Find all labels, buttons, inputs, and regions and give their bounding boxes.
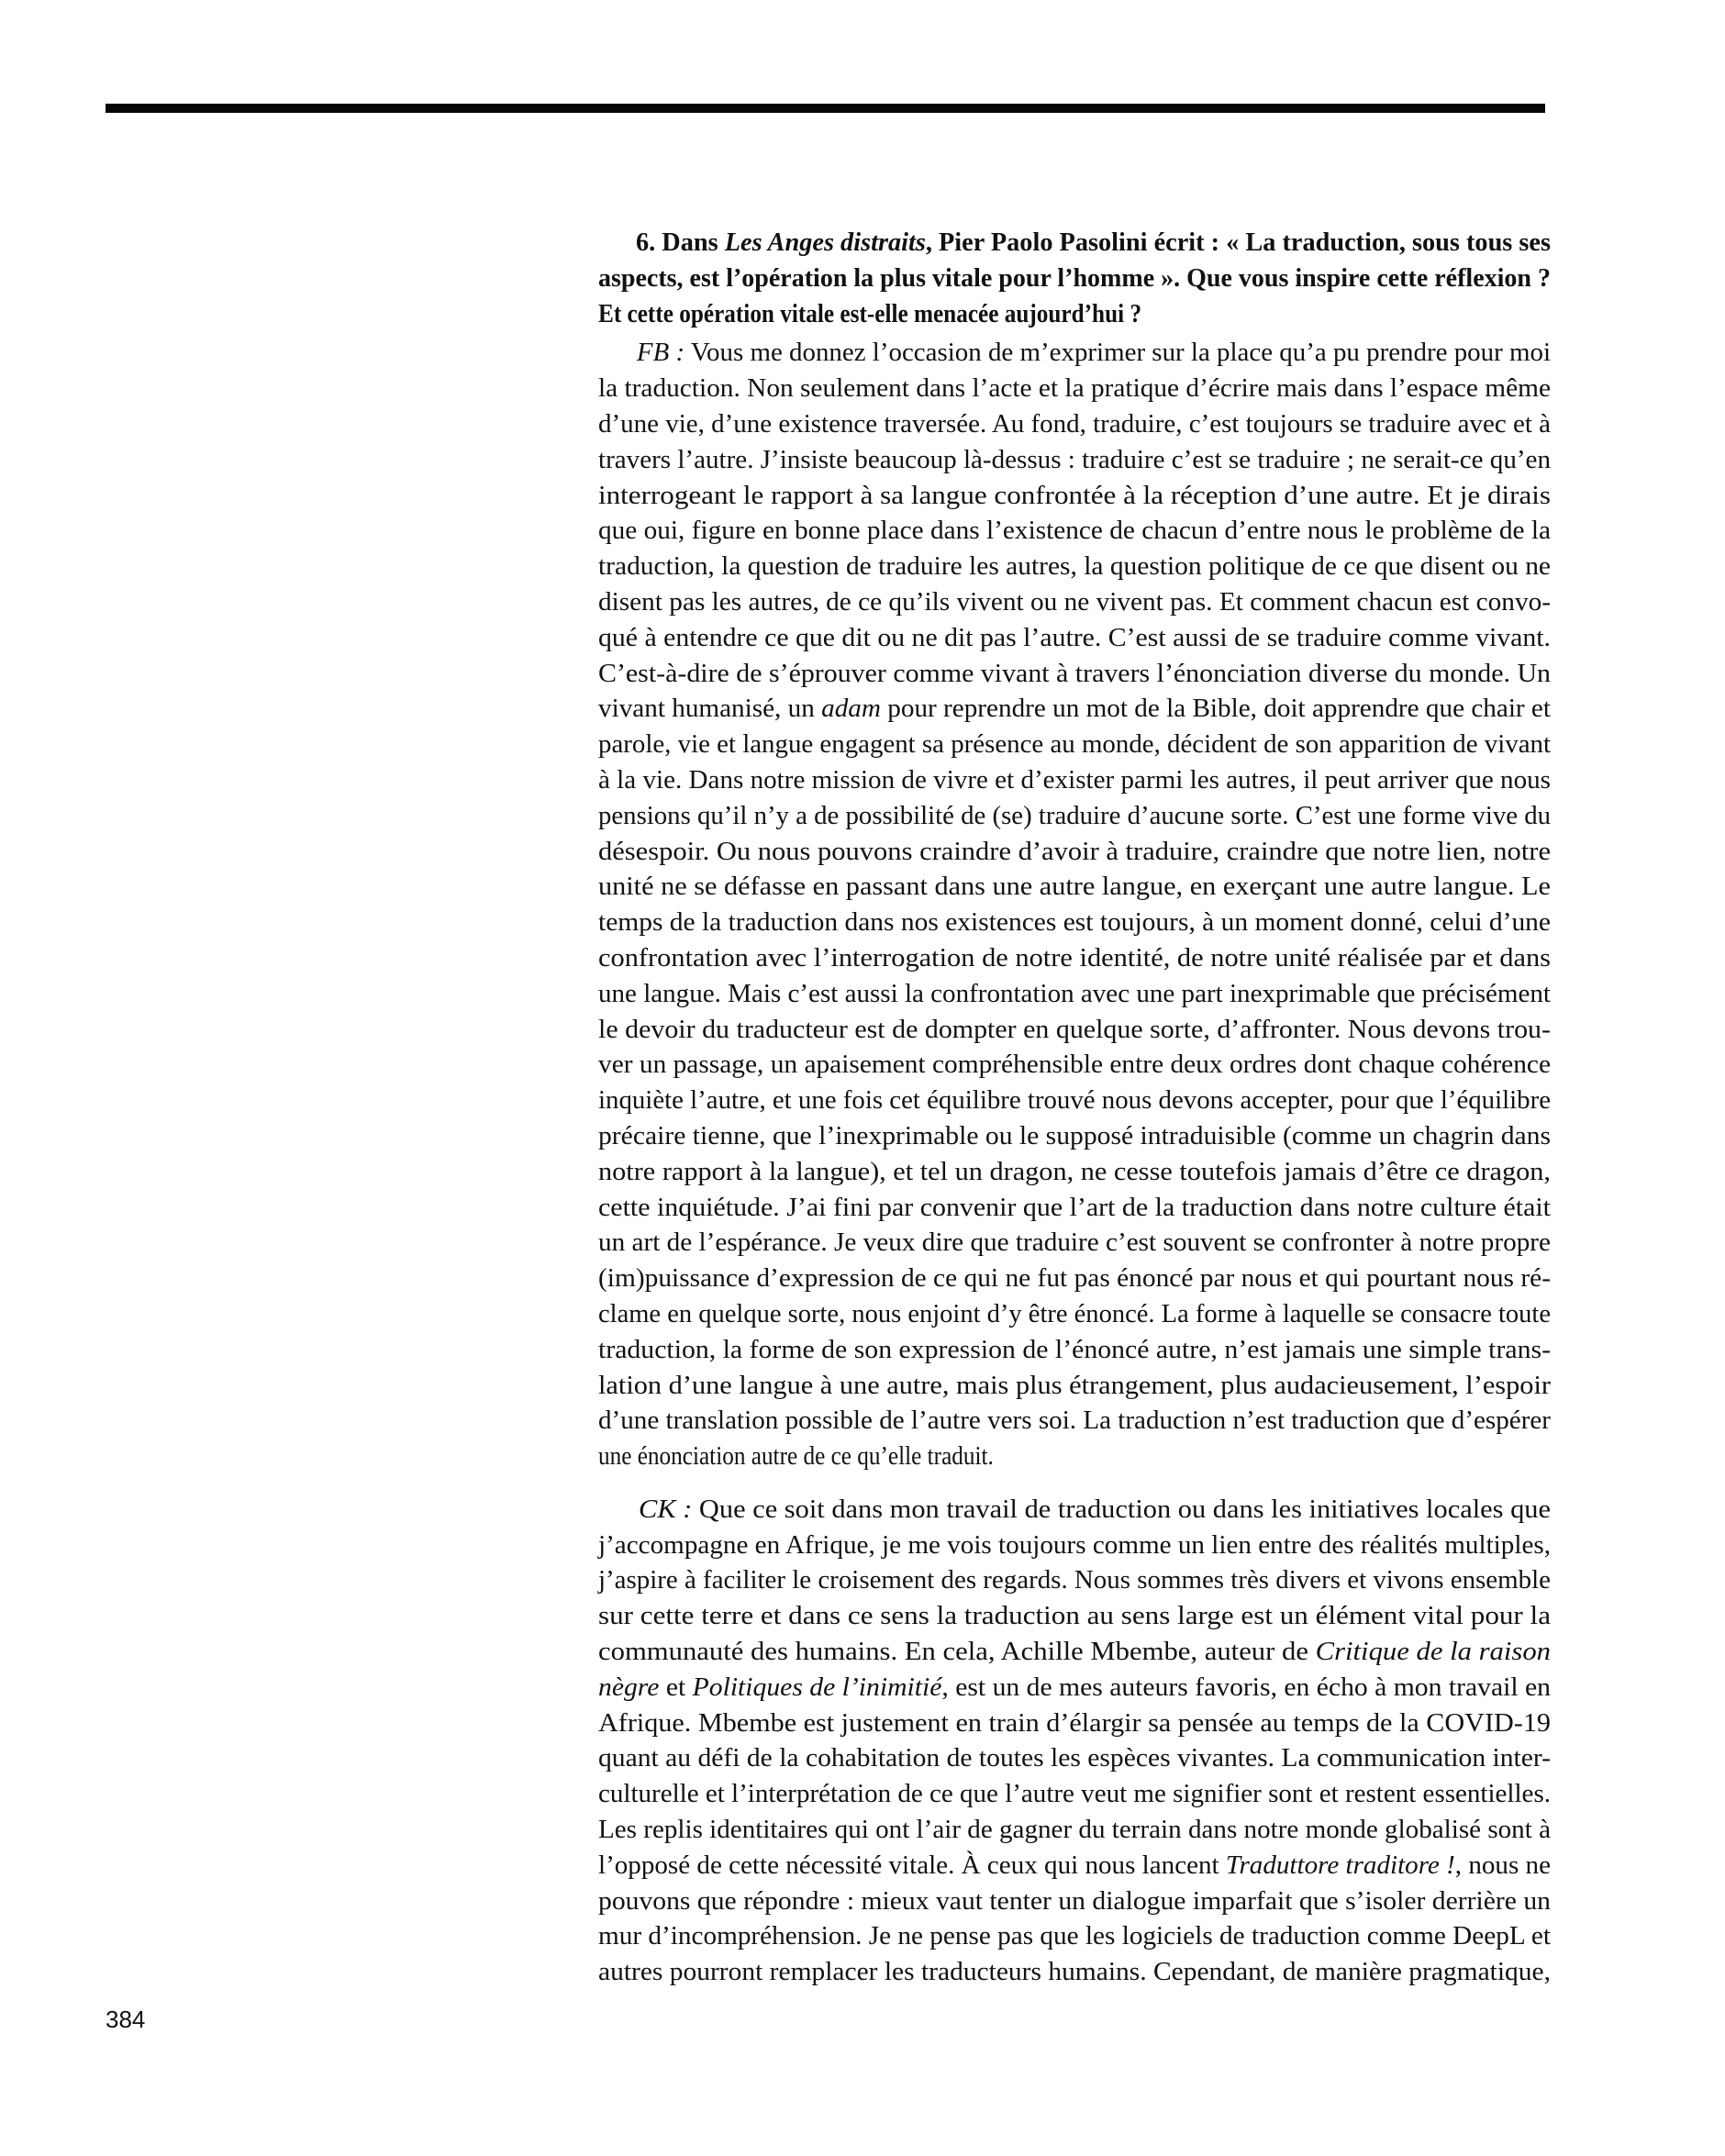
text-line-content: interrogeant le rapport à sa langue confrontée à la réception d’une autre. Et je dirais [598, 480, 1551, 510]
answer-paragraph-ck [598, 1492, 1551, 1990]
text-line-content: unité ne se défasse en passant dans une autre langue, en exerçant une autre langue. Le [598, 872, 1551, 902]
text-line [598, 1706, 1551, 1741]
text-line [598, 691, 1551, 727]
text-line [598, 1083, 1551, 1118]
text-line-content: CK : Que ce soit dans mon travail de traduction ou dans les initiatives locales que [639, 1494, 1551, 1524]
page-number: 384 [106, 2006, 146, 2033]
text-line-content: une langue. Mais c’est aussi la confrontation avec une part inexprimable que précisément [598, 978, 1551, 1008]
text-line [598, 762, 1551, 798]
text-line [598, 1047, 1551, 1083]
text-line [598, 1918, 1551, 1954]
text-line-content: traduction, la question de traduire les autres, la question politique de ce que disent ou ne [598, 551, 1551, 582]
text-line-content: travers l’autre. J’insiste beaucoup là-dessus : traduire c’est se traduire ; ne serait-ce qu’en [598, 444, 1551, 474]
answer-paragraph-fb [598, 335, 1551, 1474]
text-line-content: lation d’une langue à une autre, mais plus étrangement, plus audacieusement, l’espoir [598, 1370, 1551, 1400]
text-line [598, 1740, 1551, 1776]
text-line [598, 1296, 1551, 1332]
text-line [598, 225, 1551, 261]
text-line [598, 940, 1551, 976]
text-line-content: d’une translation possible de l’autre vers soi. La traduction n’est traduction que d’espérer [598, 1406, 1551, 1436]
text-line-content: FB : Vous me donnez l’occasion de m’exprimer sur la place qu’a pu prendre pour moi [636, 338, 1551, 368]
text-line [598, 1598, 1551, 1634]
text-line-content: qué à entendre ce que dit ou ne dit pas l’autre. C’est aussi de se traduire comme vivant. [598, 622, 1551, 652]
text-line-content: l’opposé de cette nécessité vitale. À ceux qui nous lancent Traduttore traditore !, nous ne [598, 1850, 1551, 1880]
text-line [598, 1403, 1551, 1439]
text-line [598, 905, 1551, 940]
text-line-content: (im)puissance d’expression de ce qui ne fut pas énoncé par nous et qui pourtant nous ré- [598, 1263, 1551, 1294]
interview-question [598, 225, 1551, 331]
text-line [598, 976, 1551, 1012]
text-line [598, 620, 1551, 656]
text-line [598, 1439, 1551, 1474]
text-line-content: inquiète l’autre, et une fois cet équilibre trouvé nous devons accepter, pour que l’équilibre [598, 1085, 1551, 1116]
text-line-content: disent pas les autres, de ce qu’ils vivent ou ne vivent pas. Et comment chacun est convo- [598, 586, 1551, 617]
text-line-content: une énonciation autre de ce qu’elle traduit. [598, 1441, 994, 1472]
text-line-content: que oui, figure en bonne place dans l’existence de chacun d’entre nous le problème de la [598, 516, 1551, 546]
text-line-content: culturelle et l’interprétation de ce que l’autre veut me signifier sont et restent essentielles. [598, 1779, 1551, 1809]
header-rule [106, 104, 1545, 113]
text-line-content: d’une vie, d’une existence traversée. Au fond, traduire, c’est toujours se traduire avec et à [598, 408, 1551, 439]
text-line [598, 1012, 1551, 1048]
text-line-content: nègre et Politiques de l’inimitié, est un de mes auteurs favoris, en écho à mon travail en [598, 1672, 1551, 1702]
text-line [598, 1190, 1551, 1226]
text-column [598, 225, 1551, 1990]
text-line [598, 442, 1551, 478]
text-line-content: cette inquiétude. J’ai fini par convenir que l’art de la traduction dans notre culture était [598, 1192, 1551, 1222]
text-line-content: clame en quelque sorte, nous enjoint d’y être énoncé. La forme à laquelle se consacre toute [598, 1298, 1551, 1328]
text-line [598, 513, 1551, 549]
text-line [598, 1528, 1551, 1563]
text-line-content: mur d’incompréhension. Je ne pense pas que les logiciels de traduction comme DeepL et [598, 1921, 1551, 1951]
text-line-content: C’est-à-dire de s’éprouver comme vivant à travers l’énonciation diverse du monde. Un [598, 658, 1551, 688]
text-line [598, 478, 1551, 514]
text-line [598, 1225, 1551, 1261]
text-line-content: j’accompagne en Afrique, je me vois toujours comme un lien entre des réalités multiples, [598, 1529, 1551, 1560]
text-line-content: notre rapport à la langue), et tel un dragon, ne cesse toutefois jamais d’être ce dragon, [598, 1156, 1551, 1186]
text-line [598, 1562, 1551, 1598]
text-line [598, 296, 1551, 332]
text-line-content: temps de la traduction dans nos existences est toujours, à un moment donné, celui d’une [598, 907, 1551, 938]
text-line [598, 1118, 1551, 1154]
text-line-content: parole, vie et langue engagent sa présence au monde, décident de son apparition de vivant [598, 729, 1551, 760]
text-line-content: pensions qu’il n’y a de possibilité de (se) traduire d’aucune sorte. C’est une forme vive du [598, 800, 1551, 830]
text-line [598, 335, 1551, 371]
text-line-content: ver un passage, un apaisement compréhensible entre deux ordres dont chaque cohérence [598, 1050, 1551, 1080]
text-line [598, 584, 1551, 620]
text-line [598, 1670, 1551, 1706]
text-line [598, 549, 1551, 584]
text-line [598, 798, 1551, 834]
text-line [598, 1332, 1551, 1368]
text-line [598, 1848, 1551, 1884]
text-line-content: Afrique. Mbembe est justement en train d’élargir sa pensée au temps de la COVID-19 [598, 1707, 1551, 1738]
text-line-content: j’aspire à faciliter le croisement des regards. Nous sommes très divers et vivons ensemble [598, 1565, 1551, 1595]
text-line-content: la traduction. Non seulement dans l’acte et la pratique d’écrire mais dans l’espace même [598, 373, 1551, 404]
text-line [598, 1634, 1551, 1670]
text-line [598, 869, 1551, 905]
text-line [598, 1154, 1551, 1190]
text-line [598, 1884, 1551, 1919]
text-line [598, 406, 1551, 442]
text-line-content: Et cette opération vitale est-elle menacée aujourd’hui ? [598, 298, 1142, 328]
text-line-content: vivant humanisé, un adam pour reprendre un mot de la Bible, doit apprendre que chair et [598, 694, 1551, 724]
text-line [598, 1954, 1551, 1990]
text-line-content: à la vie. Dans notre mission de vivre et d’exister parmi les autres, il peut arriver que nous [598, 764, 1551, 795]
text-line-content: autres pourront remplacer les traducteurs humains. Cependant, de manière pragmatique, [598, 1957, 1551, 1987]
text-line [598, 1261, 1551, 1296]
text-line [598, 261, 1551, 296]
text-line-content: un art de l’espérance. Je veux dire que traduire c’est souvent se confronter à notre propre [598, 1228, 1551, 1258]
text-line-content: le devoir du traducteur est de dompter en quelque sorte, d’affronter. Nous devons trou- [598, 1014, 1551, 1044]
text-line-content: désespoir. Ou nous pouvons craindre d’avoir à traduire, craindre que notre lien, notre [598, 836, 1551, 866]
text-line [598, 1776, 1551, 1812]
text-line [598, 1812, 1551, 1848]
text-line-content: communauté des humains. En cela, Achille Mbembe, auteur de Critique de la raison [598, 1637, 1551, 1667]
text-line-content: sur cette terre et dans ce sens la traduction au sens large est un élément vital pour la [598, 1601, 1551, 1631]
text-line [598, 656, 1551, 692]
text-line-content: quant au défi de la cohabitation de toutes les espèces vivantes. La communication inter- [598, 1743, 1551, 1773]
text-line [598, 1368, 1551, 1404]
text-line-content: aspects, est l’opération la plus vitale pour l’homme ». Que vous inspire cette réflexion ? [598, 262, 1551, 293]
text-line [598, 834, 1551, 870]
text-line [598, 1492, 1551, 1528]
text-line-content: 6. Dans Les Anges distraits, Pier Paolo Pasolini écrit : « La traduction, sous tous ses [635, 228, 1551, 257]
text-line-content: confrontation avec l’interrogation de notre identité, de notre unité réalisée par et dans [598, 942, 1551, 972]
text-line-content: pouvons que répondre : mieux vaut tenter un dialogue imparfait que s’isoler derrière un [598, 1885, 1551, 1916]
text-line-content: Les replis identitaires qui ont l’air de gagner du terrain dans notre monde globalisé sont à [598, 1815, 1551, 1845]
text-line-content: précaire tienne, que l’inexprimable ou le supposé intraduisible (comme un chagrin dans [598, 1120, 1551, 1150]
text-line [598, 727, 1551, 762]
text-line-content: traduction, la forme de son expression de l’énoncé autre, n’est jamais une simple trans- [598, 1334, 1551, 1364]
text-line [598, 371, 1551, 406]
